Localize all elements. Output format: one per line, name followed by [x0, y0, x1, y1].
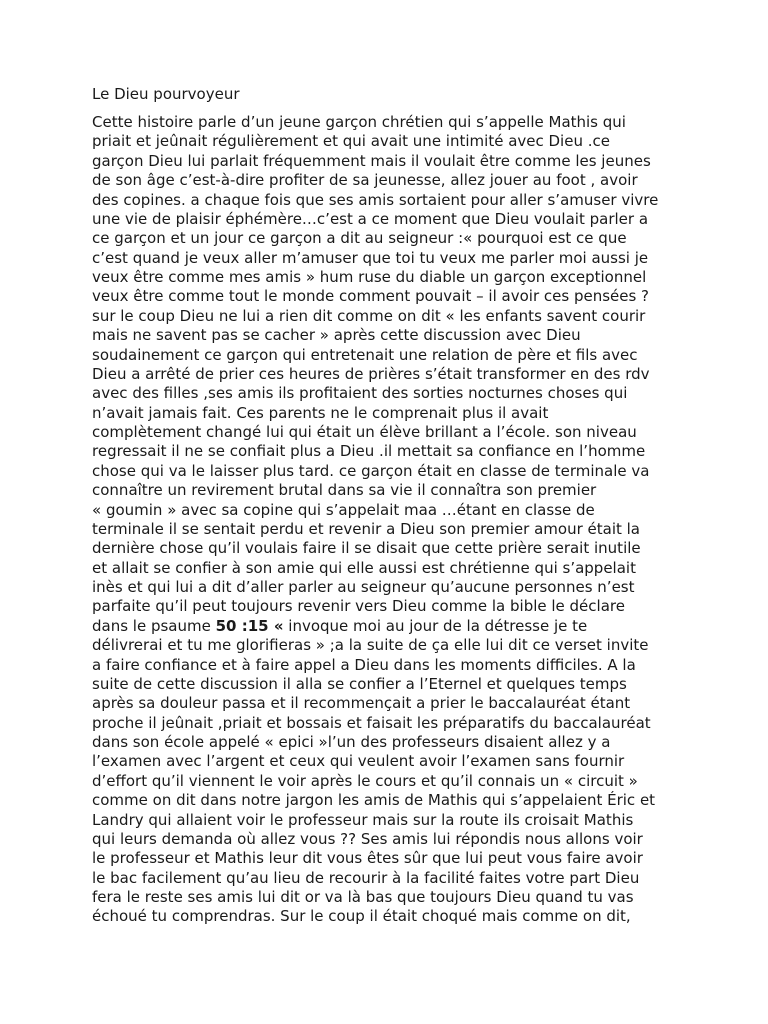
text-line: connaître un revirement brutal dans sa vie il connaîtra son premier — [92, 481, 597, 500]
text-line: dernière chose qu’il voulais faire il se disait que cette prière serait inutile — [92, 539, 641, 558]
text-line: n’avait jamais fait. Ces parents ne le comprenait plus il avait — [92, 403, 549, 422]
text-line: ce garçon et un jour ce garçon a dit au seigneur :« pourquoi est ce que — [92, 229, 627, 248]
text-line: suite de cette discussion il alla se confier a l’Eternel et quelques temps — [92, 674, 627, 693]
text-line: proche il jeûnait ,priait et bossais et faisait les préparatifs du baccalauréat — [92, 713, 651, 732]
text-line: Cette histoire parle d’un jeune garçon chrétien qui s’appelle Mathis qui — [92, 113, 626, 131]
text-line: dans son école appelé « epici »l’un des professeurs disaient allez y a — [92, 733, 611, 751]
text-line: qui leurs demanda où allez vous ?? Ses amis lui répondis nous allons voir — [92, 829, 643, 848]
text-line: après sa douleur passa et il recommençait a prier le baccalauréat étant — [92, 694, 631, 713]
text-line: « goumin » avec sa copine qui s’appelait maa …étant en classe de — [92, 500, 595, 519]
text-line: complètement changé lui qui était un élève brillant a l’école. son niveau — [92, 423, 637, 441]
document-page — [92, 84, 682, 927]
text-line: le bac facilement qu’au lieu de recourir à la facilité faites votre part Dieu — [92, 868, 640, 887]
text-line: terminale il se sentait perdu et revenir a Dieu son premier amour était la — [92, 519, 640, 538]
text-line: mais ne savent pas se cacher » après cette discussion avec Dieu — [92, 326, 581, 345]
text-line: c’est quand je veux aller m’amuser que toi tu veux me parler moi aussi je — [92, 248, 649, 267]
text-line: une vie de plaisir éphémère…c’est a ce moment que Dieu voulait parler a — [92, 209, 649, 228]
text-line: veux être comme mes amis » hum ruse du diable un garçon exceptionnel — [92, 268, 647, 286]
line-psalm — [92, 617, 682, 636]
text-line: Landry qui allaient voir le professeur mais sur la route ils croisait Mathis — [92, 810, 634, 829]
text-line: Dieu a arrêté de prier ces heures de prières s’était transformer en des rdv — [92, 364, 650, 383]
text-line: parfaite qu’il peut toujours revenir vers Dieu comme la bible le déclare — [92, 597, 625, 616]
text-line: veux être comme tout le monde comment pouvait – il avoir ces pensées ? — [92, 287, 650, 306]
psalm-text-after: invoque moi au jour de la détresse je te — [283, 616, 588, 635]
text-line: soudainement ce garçon qui entretenait une relation de père et fils avec — [92, 345, 638, 364]
text-line: échoué tu comprendras. Sur le coup il était choqué mais comme on dit, — [92, 907, 631, 926]
text-line: priait et jeûnait régulièrement et qui avait une intimité avec Dieu .ce — [92, 132, 610, 151]
text-line: avec des filles ,ses amis ils profitaient des sorties nocturnes choses qui — [92, 384, 628, 403]
text-line: inès et qui lui a dit d’aller parler au seigneur qu’aucune personnes n’est — [92, 578, 635, 596]
text-line: chose qui va le laisser plus tard. ce garçon était en classe de terminale va — [92, 461, 650, 480]
text-line: le professeur et Mathis leur dit vous êtes sûr que lui peut vous faire avoir — [92, 849, 643, 868]
text-line: regressait il ne se confiait plus a Dieu .il mettait sa confiance en l’homme — [92, 442, 646, 461]
text-line: d’effort qu’il viennent le voir après le cours et qu’il connais un « circuit » — [92, 771, 638, 790]
text-line: l’examen avec l’argent et ceux qui veulent avoir l’examen sans fournir — [92, 752, 625, 771]
text-line: délivrerai et tu me glorifieras » ;a la suite de ça elle lui dit ce verset invite — [92, 636, 649, 655]
document-title: Le Dieu pourvoyeur — [92, 85, 240, 103]
text-line: et allait se confier à son amie qui elle aussi est chrétienne qui s’appelait — [92, 558, 636, 577]
text-line: garçon Dieu lui parlait fréquemment mais il voulait être comme les jeunes — [92, 151, 651, 170]
text-line: des copines. a chaque fois que ses amis sortaient pour aller s’amuser vivre — [92, 190, 659, 209]
text-line: fera le reste ses amis lui dit or va là bas que toujours Dieu quand tu vas — [92, 888, 634, 906]
text-line: sur le coup Dieu ne lui a rien dit comme on dit « les enfants savent courir — [92, 306, 646, 325]
text-line: a faire confiance et à faire appel a Dieu dans les moments difficiles. A la — [92, 655, 636, 674]
document-body — [92, 113, 682, 927]
psalm-text-before: dans le psaume — [92, 616, 216, 635]
text-line: comme on dit dans notre jargon les amis de Mathis qui s’appelaient Éric et — [92, 791, 656, 810]
psalm-reference: 50 :15 « — [215, 616, 284, 635]
text-line: de son âge c’est-à-dire profiter de sa jeunesse, allez jouer au foot , avoir — [92, 171, 638, 190]
